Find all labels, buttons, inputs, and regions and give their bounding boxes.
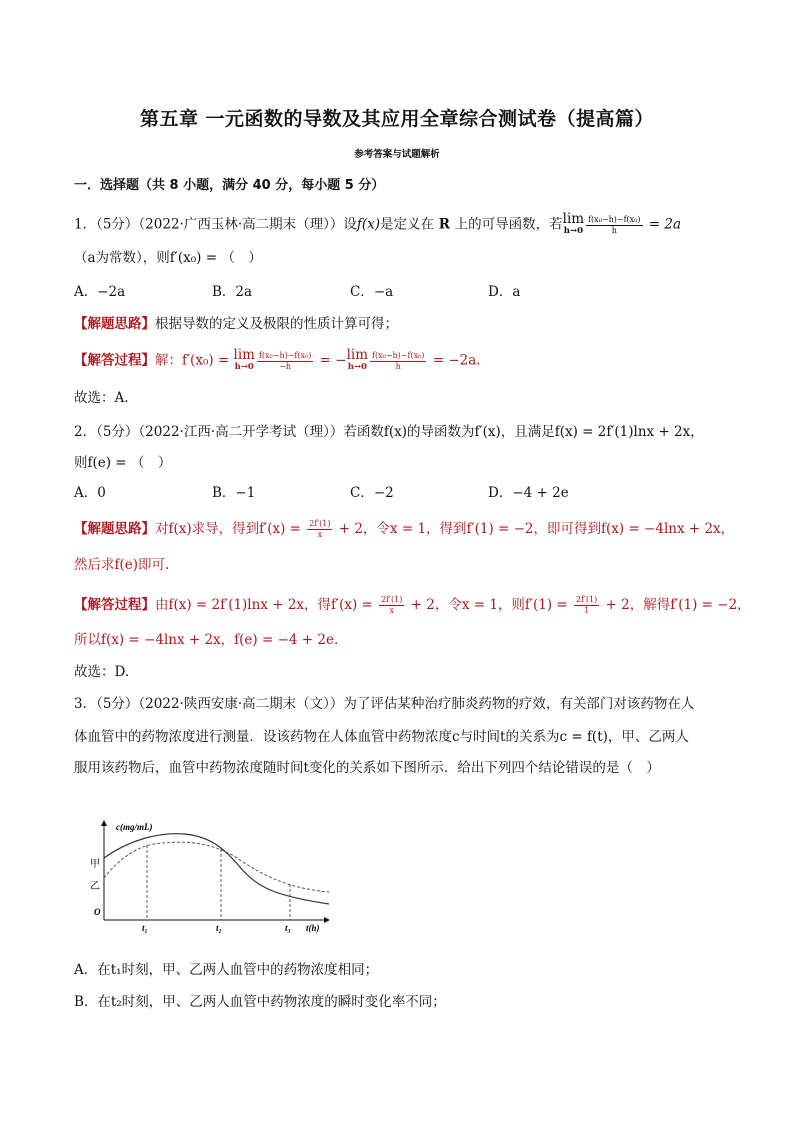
q1-option-d[interactable]: D．a — [488, 284, 521, 300]
q2-answer: 故选：D. — [74, 664, 130, 680]
limit-expression: lim h→0 — [562, 211, 585, 236]
label-yi: 乙 — [90, 881, 100, 892]
label-jia: 甲 — [90, 859, 100, 870]
q2-option-a[interactable]: A．0 — [74, 485, 106, 501]
page-title: 第五章 一元函数的导数及其应用全章综合测试卷（提高篇） — [139, 108, 655, 130]
q1-option-a[interactable]: A．−2a — [74, 284, 126, 300]
q3-stem-line2: 体血管中的药物浓度进行测量．设该药物在人体血管中药物浓度c与时间t的关系为c = f(t)，甲、乙两人 — [74, 729, 689, 745]
q2-idea: 【解题思路】对f(x)求导，得到f′(x) = $\frac{2f'(1)}{x}$ + 2，令x = 1，得到f′(1) = −2，即可得到f(x) = −4lnx + 2x， — [74, 519, 735, 539]
x-axis-label: t(h) — [306, 923, 320, 933]
q1-process: 【解答过程】解：f′(x₀) = lim h→0 $\frac{\text{f(x₀−h)−f(x₀)}}{-h}$ = − lim h→0 $\frac{\text{f(x₀−h)−f(x₀)}}{h}$ = −2a. — [74, 347, 481, 372]
page-subtitle: 参考答案与试题解析 — [354, 149, 440, 160]
q1-options — [74, 282, 734, 302]
t3-label: t₃ — [285, 923, 291, 933]
t2-label: t₂ — [216, 923, 222, 933]
q3-option-b[interactable]: B．在t₂时刻，甲、乙两人血管中药物浓度的瞬时变化率不同； — [74, 994, 446, 1010]
q1-idea: 【解题思路】根据导数的定义及极限的性质计算可得； — [74, 316, 398, 332]
origin-label: O — [94, 907, 101, 917]
q2-option-d[interactable]: D．−4 + 2e — [488, 485, 569, 501]
y-axis-label: c(mg/mL) — [116, 822, 153, 832]
curve-yi — [104, 842, 329, 892]
q3-stem-line3: 服用该药物后，血管中药物浓度随时间t变化的关系如下图所示．给出下列四个结论错误的是（ ） — [74, 760, 660, 776]
q2-process: 【解答过程】由f(x) = 2f′(1)lnx + 2x，得f′(x) = $\frac{2f'(1)}{x}$ + 2，令x = 1，则f′(1) = $\frac{2f'(1)}{1}$ + 2，解得f′(1) = −2， — [74, 595, 751, 615]
q2-option-b[interactable]: B．−1 — [212, 485, 256, 501]
q2-process-line2: 所以f(x) = −4lnx + 2x，f(e) = −4 + 2e. — [74, 632, 339, 648]
curve-jia — [104, 834, 329, 904]
fraction: $\frac{\text{f(x₀−h)−f(x₀)}}{h}$ — [588, 214, 641, 235]
concentration-graph — [84, 818, 334, 933]
q3-stem-line1: 3．（5分）（2022·陕西安康·高二期末（文））为了评估某种治疗肺炎药物的疗效，有关部门对该药物在人 — [74, 696, 695, 712]
q1-answer: 故选：A. — [74, 390, 129, 406]
section-heading: 一．选择题（共 8 小题，满分 40 分，每小题 5 分） — [74, 178, 385, 193]
q2-stem-line2: 则f(e) = （ ） — [74, 455, 172, 471]
q2-stem-line1: 2．（5分）（2022·江西·高二开学考试（理））若函数f(x)的导函数为f′(x)，且满足f(x) = 2f′(1)lnx + 2x， — [74, 424, 704, 440]
t1-label: t₁ — [142, 923, 148, 933]
q1-option-b[interactable]: B．2a — [212, 284, 253, 300]
q2-option-c[interactable]: C．−2 — [350, 485, 394, 501]
q2-idea-line2: 然后求f(e)即可. — [74, 557, 170, 573]
q2-options — [74, 483, 734, 503]
q1-stem-line2: （a为常数），则f′(x₀) = （ ） — [74, 250, 262, 266]
q3-option-a[interactable]: A．在t₁时刻，甲、乙两人血管中的药物浓度相同； — [74, 962, 379, 978]
q1-option-c[interactable]: C．−a — [350, 284, 394, 300]
q1-stem-line1: 1．（5分）（2022·广西玉林·高二期末（理））设f(x)是定义在 R 上的可导函数，若 lim h→0 $\frac{\text{f(x₀−h)−f(x₀)}}{h}$ = 2a — [74, 211, 682, 236]
